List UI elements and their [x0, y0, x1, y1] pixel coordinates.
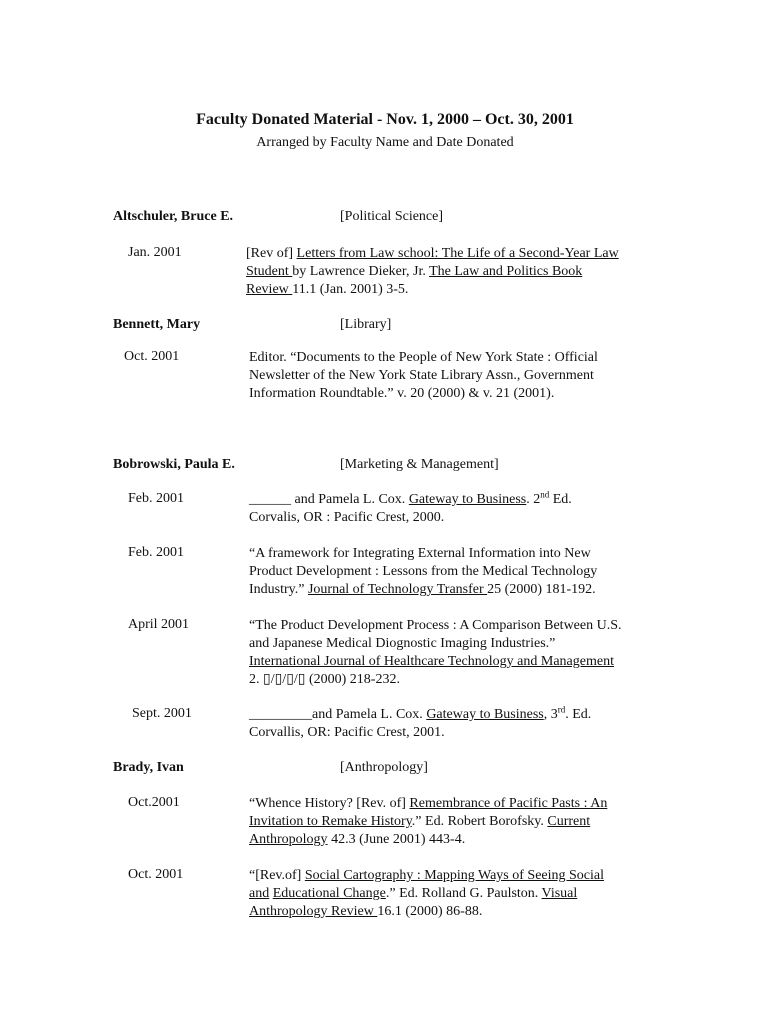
citation-text: 11.1 (Jan. 2001) 3-5.: [292, 282, 409, 297]
donation-date: Oct.2001: [128, 795, 180, 810]
citation-title: Anthropology Review: [249, 904, 378, 919]
citation-text: Corvalis, OR : Pacific Crest, 2000.: [249, 510, 445, 525]
citation-entry: [249, 795, 669, 849]
faculty-name: Altschuler, Bruce E.: [113, 209, 234, 224]
donation-date: Sept. 2001: [132, 706, 192, 721]
citation-title: Gateway to Business: [426, 707, 544, 722]
donation-date: Jan. 2001: [128, 245, 182, 260]
donation-date: Oct. 2001: [128, 867, 184, 882]
citation-title: Educational Change: [272, 886, 386, 901]
citation-line: [249, 385, 669, 403]
citation-title: Letters from Law school: The Life of a Second-Year Law: [296, 246, 619, 261]
citation-text: _________: [249, 707, 312, 722]
faculty-department: [Library]: [340, 317, 392, 332]
citation-line: [249, 509, 669, 527]
citation-title: Invitation to Remake History: [249, 814, 412, 829]
citation-title: Gateway to Business: [408, 492, 527, 507]
citation-entry: [249, 617, 669, 689]
citation-text: Corvallis, OR: Pacific Crest, 2001.: [249, 725, 445, 740]
citation-title: The Law and Politics Book: [429, 264, 583, 279]
citation-text: Industry.”: [249, 582, 308, 597]
citation-text: [Rev of]: [246, 246, 297, 261]
citation-entry: [246, 245, 666, 299]
citation-text: Newsletter of the New York State Library Assn., Government: [249, 368, 594, 383]
faculty-name: Brady, Ivan: [113, 760, 184, 775]
ordinal-suffix: rd: [557, 704, 566, 715]
citation-line: [246, 263, 666, 281]
citation-entry: [249, 545, 669, 599]
citation-text: , 3: [543, 707, 558, 722]
citation-line: [249, 491, 669, 509]
citation-title: Current: [547, 814, 591, 829]
citation-entry: [249, 491, 669, 527]
citation-line: [249, 349, 669, 367]
citation-line: [249, 617, 669, 635]
citation-text: 25 (2000) 181-192.: [487, 582, 596, 597]
citation-text: by Lawrence Dieker, Jr.: [292, 264, 430, 279]
page-subtitle: Arranged by Faculty Name and Date Donated: [256, 135, 514, 150]
citation-title: Student: [246, 264, 293, 279]
citation-line: [246, 281, 666, 299]
citation-title: and: [249, 886, 270, 901]
citation-title: Anthropology: [249, 832, 328, 847]
citation-text: and Pamela L. Cox.: [291, 492, 409, 507]
ordinal-suffix: nd: [540, 489, 550, 500]
citation-title: International Journal of Healthcare Technology and Management: [249, 654, 614, 669]
citation-line: [249, 653, 669, 671]
citation-text: and Japanese Medical Diognostic Imaging Industries.”: [249, 636, 556, 651]
citation-line: [249, 903, 669, 921]
faculty-name: Bennett, Mary: [113, 317, 201, 332]
citation-text: 2. ▯/▯/▯/▯ (2000) 218-232.: [249, 672, 400, 687]
faculty-name: Bobrowski, Paula E.: [113, 457, 235, 472]
citation-line: [249, 635, 669, 653]
citation-text: . Ed.: [565, 707, 592, 722]
citation-text: 42.3 (June 2001) 443-4.: [327, 832, 466, 847]
citation-entry: [249, 706, 669, 742]
citation-title: Remembrance of Pacific Pasts : An: [409, 796, 608, 811]
citation-line: [249, 671, 669, 689]
citation-text: Editor. “Documents to the People of New York State : Official: [249, 350, 598, 365]
citation-text: “A framework for Integrating External Information into New: [249, 546, 591, 561]
citation-title: Visual: [541, 886, 578, 901]
citation-title: Social Cartography : Mapping Ways of Seeing Social: [304, 868, 605, 883]
citation-entry: [249, 867, 669, 921]
citation-text: .” Ed. Robert Borofsky.: [411, 814, 548, 829]
citation-text: “The Product Development Process : A Comparison Between U.S.: [249, 618, 622, 633]
citation-entry: [249, 349, 669, 403]
donation-date: Oct. 2001: [124, 349, 180, 364]
citation-line: [249, 563, 669, 581]
citation-line: [249, 831, 669, 849]
donation-date: Feb. 2001: [128, 545, 184, 560]
citation-text: Information Roundtable.” v. 20 (2000) & v. 21 (2001).: [249, 386, 555, 401]
citation-text: Ed.: [549, 492, 572, 507]
citation-line: [246, 245, 666, 263]
faculty-department: [Political Science]: [340, 209, 444, 224]
citation-line: [249, 795, 669, 813]
citation-title: Journal of Technology Transfer: [307, 582, 488, 597]
citation-text: “[Rev.of]: [249, 868, 305, 883]
citation-text: ______: [249, 492, 291, 507]
citation-line: [249, 581, 669, 599]
citation-text: and Pamela L. Cox.: [312, 707, 427, 722]
citation-line: [249, 885, 669, 903]
faculty-department: [Marketing & Management]: [340, 457, 499, 472]
citation-line: [249, 545, 669, 563]
citation-line: [249, 724, 669, 742]
citation-title: Review: [246, 282, 293, 297]
donation-date: Feb. 2001: [128, 491, 184, 506]
citation-text: Product Development : Lessons from the Medical Technology: [249, 564, 598, 579]
citation-line: [249, 706, 669, 724]
citation-line: [249, 367, 669, 385]
page-title: Faculty Donated Material - Nov. 1, 2000 – Oct. 30, 2001: [196, 111, 574, 128]
citation-text: . 2: [526, 492, 541, 507]
donation-date: April 2001: [128, 617, 190, 632]
faculty-department: [Anthropology]: [340, 760, 428, 775]
citation-text: .” Ed. Rolland G. Paulston.: [385, 886, 542, 901]
citation-text: “Whence History? [Rev. of]: [249, 796, 410, 811]
citation-line: [249, 813, 669, 831]
citation-text: 16.1 (2000) 86-88.: [377, 904, 483, 919]
citation-line: [249, 867, 669, 885]
